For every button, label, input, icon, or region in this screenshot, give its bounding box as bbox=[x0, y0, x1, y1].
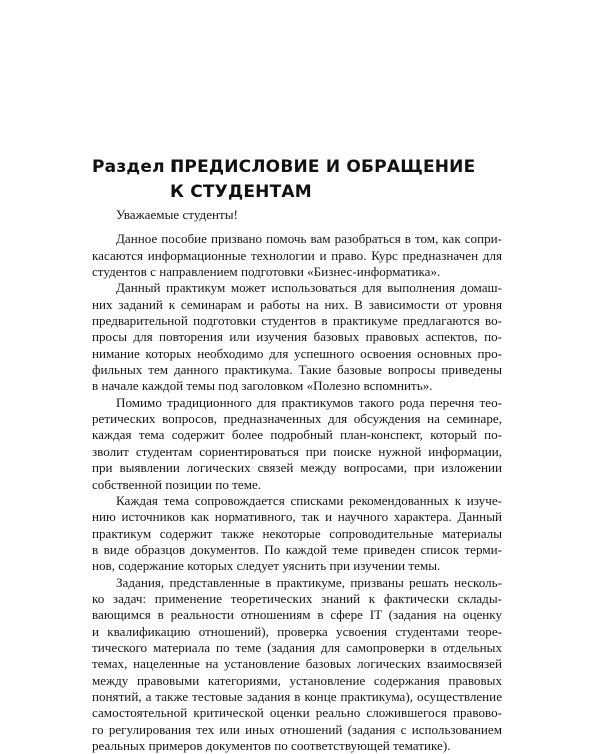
text-line: собственной позиции по теме. bbox=[92, 476, 262, 492]
text-line: и квалификацию отношений), проверка усвоения студентами теоре- bbox=[92, 623, 502, 639]
body-text bbox=[92, 207, 502, 754]
text-line: реальных примеров документов по соответствующей тематике). bbox=[92, 738, 451, 753]
paragraph-5 bbox=[92, 575, 502, 754]
text-line: фильных тем данного практикума. Такие базовые вопросы приведены bbox=[92, 362, 502, 378]
text-line: нию источников как нормативного, так и научного характера. Данный bbox=[92, 509, 502, 525]
paragraph-4 bbox=[92, 493, 502, 575]
text-line: ретических вопросов, предназначенных для обсуждения на семинаре, bbox=[92, 411, 502, 427]
text-line: в начале каждой темы под заголовком «Полезно вспомнить». bbox=[92, 378, 433, 394]
text-line: вающимся в реальности отношениям в сфере IT (задания на оценку bbox=[92, 607, 502, 623]
heading-row-2 bbox=[92, 180, 475, 205]
text-line: Данный практикум может использоваться для выполнения домаш- bbox=[116, 280, 502, 296]
text-line: зволит студентам сориентироваться при поиске нужной информации, bbox=[92, 443, 502, 459]
text-line: понятий, а также тестовые задания в конце практикума), осуществление bbox=[92, 688, 502, 704]
text-line: Помимо традиционного для практикумов такого рода перечня тео- bbox=[116, 394, 502, 410]
text-line: в виде образцов документов. По каждой теме приведен список терми- bbox=[92, 541, 502, 557]
text-line: ко задач: применение теоретических знаний к фактически склады- bbox=[92, 590, 502, 606]
paragraph-1 bbox=[92, 231, 502, 280]
text-line: предварительной подготовки студентов в практикуме предлагаются во- bbox=[92, 313, 502, 329]
text-line: нимание которых необходимо для успешного освоения основных про- bbox=[92, 345, 502, 361]
text-line: Каждая тема сопровождается списками рекомендованных к изуче- bbox=[116, 492, 502, 508]
text-line: студентов с направлением подготовки «Бизнес-информатика». bbox=[92, 264, 441, 280]
text-line: при выявлении логических связей между вопросами, при изложении bbox=[92, 460, 502, 476]
section-heading bbox=[92, 155, 475, 205]
text-line: просы для повторения или изучения базовых правовых аспектов, по- bbox=[92, 329, 502, 345]
text-line: самостоятельной критической оценки реально сложившегося правово- bbox=[92, 705, 502, 721]
heading-indent bbox=[92, 180, 170, 205]
text-line: Данное пособие призвано помочь вам разобраться в том, как сопри- bbox=[116, 231, 502, 247]
text-line: них заданий к семинарам и работы на них. В зависимости от уровня bbox=[92, 296, 502, 312]
text-line: каждая тема содержит более подробный план-конспект, который по- bbox=[92, 427, 502, 443]
text-line: тического материала по теме (задания для самопроверки в отдельных bbox=[92, 639, 502, 655]
section-label: Раздел I. bbox=[92, 157, 185, 177]
text-line: темах, нацеленные на установление базовых логических взаимосвязей bbox=[92, 656, 502, 672]
text-line: практикум содержит также некоторые сопроводительные материалы bbox=[92, 525, 502, 541]
text-line: касаются информационные технологии и право. Курс предназначен для bbox=[92, 247, 502, 263]
paragraph-2 bbox=[92, 280, 502, 394]
greeting: Уважаемые студенты! bbox=[116, 207, 238, 222]
paragraph-3 bbox=[92, 395, 502, 493]
text-line: нов, содержание которых следует уяснить при изучении темы. bbox=[92, 558, 441, 574]
section-title-line-2: К СТУДЕНТАМ bbox=[170, 182, 312, 202]
heading-row-1 bbox=[92, 155, 475, 180]
section-title-line-1: ПРЕДИСЛОВИЕ И ОБРАЩЕНИЕ bbox=[170, 157, 476, 177]
text-line: между правовыми категориями, установление содержания правовых bbox=[92, 672, 502, 688]
text-line: Задания, представленные в практикуме, призваны решать несколь- bbox=[116, 574, 502, 590]
text-line: го регулирования тех или иных отношений (задания с использованием bbox=[92, 721, 502, 737]
